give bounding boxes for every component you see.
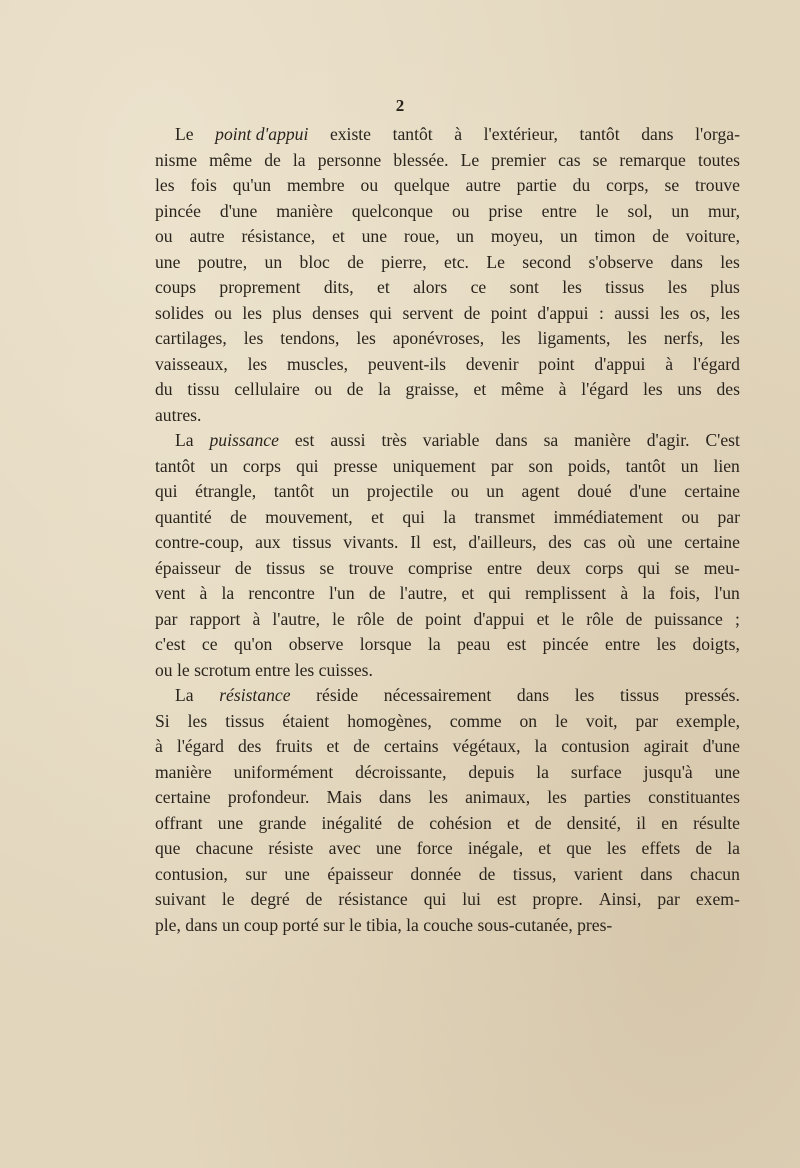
text-line: ou autre résistance, et une roue, un moyeu, un timon de voiture, [155,226,740,246]
text-line: ple, dans un coup porté sur le tibia, la couche sous-cutanée, pres- [155,914,613,935]
text-line: coups proprement dits, et alors ce sont les tissus les plus [155,277,740,297]
text-line: La puissance est aussi très variable dans sa manière d'agir. C'est [175,430,740,450]
text-line: épaisseur de tissus se trouve comprise entre deux corps qui se meu- [155,557,740,578]
text-line: par rapport à l'autre, le rôle de point d'appui et le rôle de puissance ; [155,608,740,629]
text-line: qui étrangle, tantôt un projectile ou un agent doué d'une certaine [155,481,740,501]
body-text [155,122,740,938]
text-line: du tissu cellulaire ou de la graisse, et même à l'égard les uns des [155,379,740,399]
text-line: solides ou les plus denses qui servent de point d'appui : aussi les os, les [155,302,740,323]
text-line: vent à la rencontre l'un de l'autre, et qui remplissent à la fois, l'un [155,583,740,603]
text-line: ou le scrotum entre les cuisses. [155,659,373,680]
text-line: suivant le degré de résistance qui lui est propre. Ainsi, par exem- [155,889,740,909]
text-line: que chacune résiste avec une force inégale, et que les effets de la [155,838,740,858]
text-line: à l'égard des fruits et de certains végétaux, la contusion agirait d'une [155,736,740,756]
text-line: c'est ce qu'on observe lorsque la peau est pincée entre les doigts, [155,634,740,654]
text-line: vaisseaux, les muscles, peuvent-ils devenir point d'appui à l'égard [155,353,740,374]
text-line: Le point d'appui existe tantôt à l'extérieur, tantôt dans l'orga- [175,124,740,144]
text-line: manière uniformément décroissante, depuis la surface jusqu'à une [155,761,740,782]
text-line: autres. [155,404,202,425]
text-line: contusion, sur une épaisseur donnée de tissus, varient dans chacun [155,863,740,884]
paragraph [155,683,740,938]
paragraph [155,428,740,683]
text-line: Si les tissus étaient homogènes, comme on le voit, par exemple, [155,710,740,731]
text-line: nisme même de la personne blessée. Le premier cas se remarque toutes [155,149,740,170]
text-line: tantôt un corps qui presse uniquement par son poids, tantôt un lien [155,455,740,476]
text-line: les fois qu'un membre ou quelque autre partie du corps, se trouve [155,175,740,195]
text-line: une poutre, un bloc de pierre, etc. Le second s'observe dans les [155,251,740,272]
text-line: quantité de mouvement, et qui la transmet immédiatement ou par [155,506,740,527]
text-line: pincée d'une manière quelconque ou prise entre le sol, un mur, [155,200,740,221]
text-line: certaine profondeur. Mais dans les animaux, les parties constituantes [155,787,740,807]
page-number: 2 [395,96,405,115]
text-line: offrant une grande inégalité de cohésion et de densité, il en résulte [155,812,740,833]
text-line: cartilages, les tendons, les aponévroses, les ligaments, les nerfs, les [155,328,740,348]
text-line: contre-coup, aux tissus vivants. Il est, d'ailleurs, des cas où une certaine [155,532,740,552]
paragraph [155,122,740,428]
text-line: La résistance réside nécessairement dans les tissus pressés. [175,685,740,705]
